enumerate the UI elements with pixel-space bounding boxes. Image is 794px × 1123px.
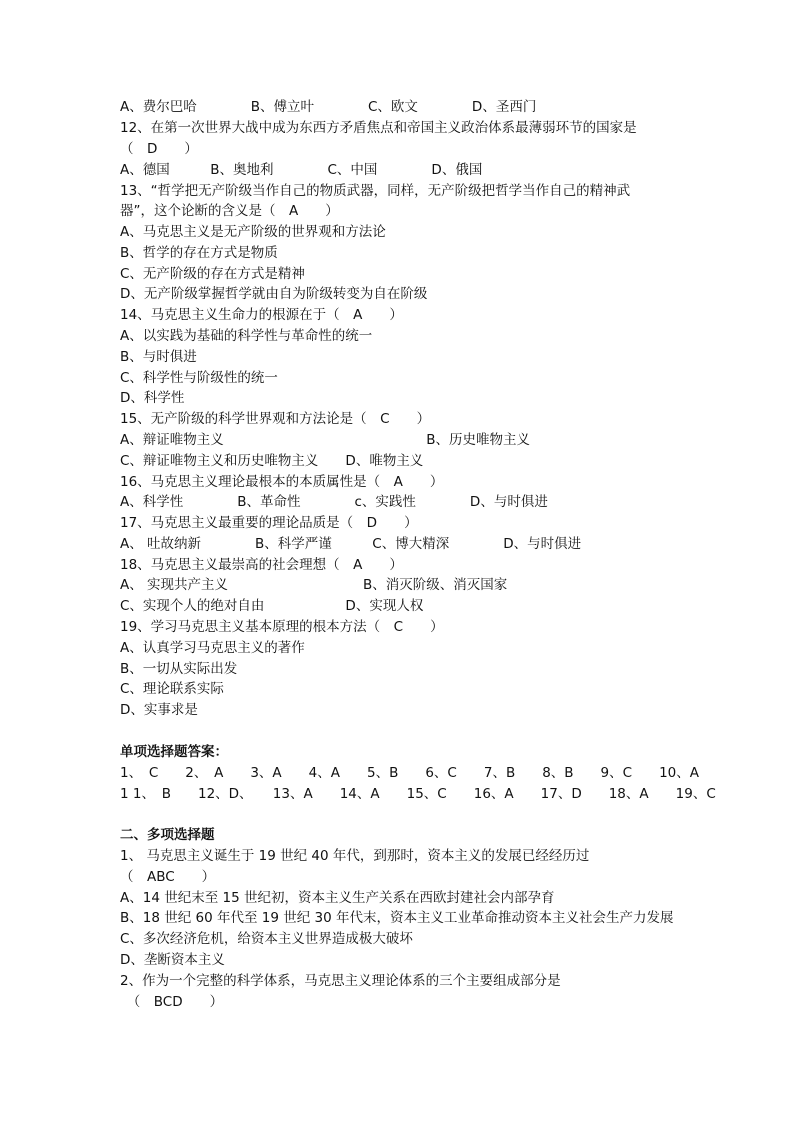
q18-stem: 18、马克思主义最崇高的社会理想（ A ） — [120, 557, 403, 573]
q13-option-c: C、无产阶级的存在方式是精神 — [120, 266, 305, 282]
q12-options: A、德国 B、奥地利 C、中国 D、俄国 — [120, 162, 483, 178]
answers-row-1: 1、 C 2、 A 3、A 4、A 5、B 6、C 7、B 8、B 9、C 10、A — [120, 765, 699, 781]
m1-option-b: B、18 世纪 60 年代至 19 世纪 30 年代末，资本主义工业革命推动资本主义社会生产力发展 — [120, 910, 674, 926]
m2-stem: 2、作为一个完整的科学体系，马克思主义理论体系的三个主要组成部分是 — [120, 973, 561, 989]
answers-heading: 单项选择题答案： — [120, 744, 228, 760]
q15-stem: 15、无产阶级的科学世界观和方法论是（ C ） — [120, 411, 431, 427]
m1-option-d: D、垄断资本主义 — [120, 952, 225, 968]
q15-options-ab: A、辩证唯物主义 B、历史唯物主义 — [120, 432, 530, 448]
m1-answer: （ ABC ） — [120, 869, 216, 885]
q14-stem: 14、马克思主义生命力的根源在于（ A ） — [120, 307, 403, 323]
q18-options-ab: A、 实现共产主义 B、消灭阶级、消灭国家 — [120, 577, 508, 593]
q13-stem-line1: 13、“哲学把无产阶级当作自己的物质武器，同样，无产阶级把哲学当作自己的精神武 — [120, 183, 631, 199]
q16-options: A、科学性 B、革命性 c、实践性 D、与时俱进 — [120, 494, 548, 510]
q13-option-d: D、无产阶级掌握哲学就由自为阶级转变为自在阶级 — [120, 286, 428, 302]
answers-row-2: 1 1、 B 12、D、 13、A 14、A 15、C 16、A 17、D 18、A 19、C — [120, 786, 716, 802]
q19-stem: 19、学习马克思主义基本原理的根本方法（ C ） — [120, 619, 444, 635]
q19-option-b: B、一切从实际出发 — [120, 661, 238, 677]
q15-options-cd: C、辩证唯物主义和历史唯物主义 D、唯物主义 — [120, 453, 424, 469]
q17-options: A、 吐故纳新 B、科学严谨 C、博大精深 D、与时俱进 — [120, 536, 582, 552]
q19-option-c: C、理论联系实际 — [120, 681, 224, 697]
q14-option-c: C、科学性与阶级性的统一 — [120, 370, 278, 386]
q17-stem: 17、马克思主义最重要的理论品质是（ D ） — [120, 515, 418, 531]
q12-stem: 12、在第一次世界大战中成为东西方矛盾焦点和帝国主义政治体系最薄弱环节的国家是 — [120, 120, 637, 136]
m2-answer: （ BCD ） — [120, 994, 224, 1010]
q14-option-a: A、以实践为基础的科学性与革命性的统一 — [120, 328, 373, 344]
q16-stem: 16、马克思主义理论最根本的本质属性是（ A ） — [120, 474, 444, 490]
q18-options-cd: C、实现个人的绝对自由 D、实现人权 — [120, 598, 424, 614]
section-heading-multi: 二、多项选择题 — [120, 827, 215, 843]
q19-option-a: A、认真学习马克思主义的著作 — [120, 640, 305, 656]
q11-options: A、费尔巴哈 B、傅立叶 C、欧文 D、圣西门 — [120, 99, 537, 115]
q13-option-a: A、马克思主义是无产阶级的世界观和方法论 — [120, 224, 386, 240]
q13-option-b: B、哲学的存在方式是物质 — [120, 245, 278, 261]
q13-stem-line2: 器”，这个论断的含义是（ A ） — [120, 203, 339, 219]
m1-option-a: A、14 世纪末至 15 世纪初，资本主义生产关系在西欧封建社会内部孕育 — [120, 890, 555, 906]
m1-option-c: C、多次经济危机，给资本主义世界造成极大破坏 — [120, 931, 413, 947]
q14-option-b: B、与时俱进 — [120, 349, 197, 365]
m1-stem: 1、 马克思主义诞生于 19 世纪 40 年代，到那时，资本主义的发展已经经历过 — [120, 848, 590, 864]
q14-option-d: D、科学性 — [120, 390, 185, 406]
q19-option-d: D、实事求是 — [120, 702, 198, 718]
q12-answer: （ D ） — [120, 141, 198, 157]
